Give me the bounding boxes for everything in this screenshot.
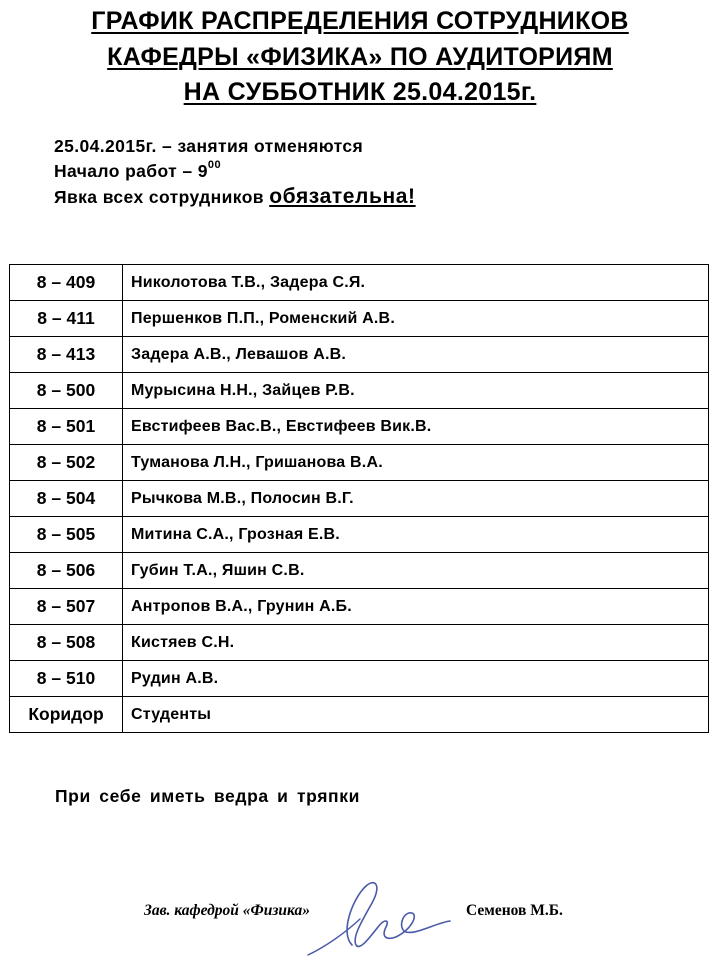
- start-time: [54, 159, 416, 184]
- table-row: [10, 697, 709, 733]
- staff-names: Николотова Т.В., Задера С.Я.: [123, 265, 709, 301]
- room-number: 8 – 507: [10, 589, 123, 625]
- staff-names: Антропов В.А., Грунин А.Б.: [123, 589, 709, 625]
- title-line-2: КАФЕДРЫ «ФИЗИКА» ПО АУДИТОРИЯМ: [107, 42, 613, 71]
- room-assignment-table: [9, 264, 709, 733]
- title-line-1: ГРАФИК РАСПРЕДЕЛЕНИЯ СОТРУДНИКОВ: [91, 7, 629, 35]
- staff-names: Кистяев С.Н.: [123, 625, 709, 661]
- room-number: 8 – 505: [10, 517, 123, 553]
- attendance-text: Явка всех сотрудников: [54, 187, 270, 207]
- table-row: [10, 337, 709, 373]
- document-title: [0, 4, 720, 111]
- staff-names: Студенты: [123, 697, 709, 733]
- room-number: 8 – 510: [10, 661, 123, 697]
- attendance-notice: [54, 184, 416, 209]
- attendance-emphasis: обязательна!: [269, 185, 416, 208]
- table-row: [10, 373, 709, 409]
- table-row: [10, 481, 709, 517]
- staff-names: Першенков П.П., Роменский А.В.: [123, 301, 709, 337]
- staff-names: Задера А.В., Левашов А.В.: [123, 337, 709, 373]
- room-number: 8 – 413: [10, 337, 123, 373]
- staff-names: Евстифеев Вас.В., Евстифеев Вик.В.: [123, 409, 709, 445]
- start-time-minutes: 00: [207, 159, 221, 171]
- table-row: [10, 265, 709, 301]
- table-row: [10, 625, 709, 661]
- room-number: Коридор: [10, 697, 123, 733]
- table-row: [10, 445, 709, 481]
- info-block: [54, 134, 416, 209]
- room-number: 8 – 501: [10, 409, 123, 445]
- staff-names: Митина С.А., Грозная Е.В.: [123, 517, 709, 553]
- cancellation-notice: 25.04.2015г. – занятия отменяются: [54, 136, 364, 156]
- table-row: [10, 589, 709, 625]
- room-number: 8 – 502: [10, 445, 123, 481]
- signatory-position: Зав. кафедрой «Физика»: [144, 902, 310, 919]
- staff-names: Мурысина Н.Н., Зайцев Р.В.: [123, 373, 709, 409]
- room-number: 8 – 508: [10, 625, 123, 661]
- staff-names: Рычкова М.В., Полосин В.Г.: [123, 481, 709, 517]
- room-number: 8 – 500: [10, 373, 123, 409]
- supplies-note: При себе иметь ведра и тряпки: [55, 786, 360, 806]
- table-row: [10, 661, 709, 697]
- table-row: [10, 409, 709, 445]
- staff-names: Губин Т.А., Яшин С.В.: [123, 553, 709, 589]
- start-time-label: Начало работ – 9: [54, 161, 208, 181]
- staff-names: Рудин А.В.: [123, 661, 709, 697]
- room-number: 8 – 506: [10, 553, 123, 589]
- staff-names: Туманова Л.Н., Гришанова В.А.: [123, 445, 709, 481]
- signatory-name: Семенов М.Б.: [466, 902, 563, 919]
- title-line-3: НА СУББОТНИК 25.04.2015г.: [183, 78, 537, 106]
- room-number: 8 – 409: [10, 265, 123, 301]
- room-number: 8 – 504: [10, 481, 123, 517]
- table-row: [10, 553, 709, 589]
- handwritten-signature: [300, 875, 460, 960]
- table-row: [10, 517, 709, 553]
- table-row: [10, 301, 709, 337]
- room-number: 8 – 411: [10, 301, 123, 337]
